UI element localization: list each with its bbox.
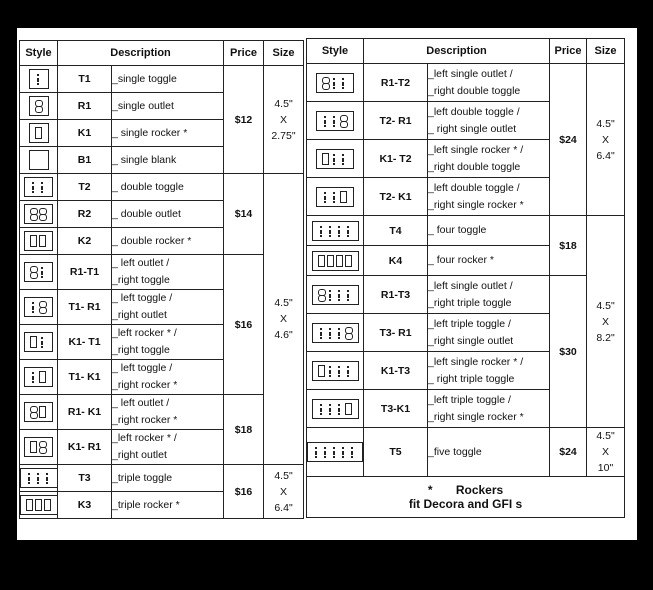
description-line: _ left toggle / <box>112 362 173 374</box>
description-cell <box>428 140 550 178</box>
table-row <box>20 255 304 290</box>
description-line: _left double toggle / <box>428 181 520 194</box>
style-cell <box>20 290 58 325</box>
style-header: Style <box>20 41 58 66</box>
size-line: 4.5" <box>596 117 615 130</box>
size-line: X <box>280 113 288 126</box>
size-cell <box>264 174 304 465</box>
rocker-triple-toggle-icon <box>312 361 359 381</box>
description-line: _right outlet <box>112 449 167 461</box>
product-code: T3 <box>58 465 112 492</box>
product-code: K2 <box>58 228 112 255</box>
four-rocker-icon <box>312 251 359 271</box>
description-cell <box>112 395 224 430</box>
price-cell: $30 <box>550 276 587 428</box>
size-cell <box>587 64 625 216</box>
description-line: _right double toggle <box>428 160 521 173</box>
description-cell <box>428 216 550 246</box>
size-cell <box>587 216 625 428</box>
product-code: T1 <box>58 66 112 93</box>
rocker-toggle-icon <box>24 332 53 352</box>
outlet-rocker-icon <box>24 402 53 422</box>
product-code: K1-T3 <box>364 352 428 390</box>
product-code: R1- K1 <box>58 395 112 430</box>
style-cell <box>307 246 364 276</box>
size-line: 4.5" <box>274 97 293 110</box>
description-line: _ single blank <box>112 153 177 166</box>
toggle-rocker-icon <box>24 367 53 387</box>
table-row <box>307 216 625 246</box>
description-cell <box>428 64 550 102</box>
description-line: _left double toggle / <box>428 105 520 118</box>
table-row <box>20 465 304 492</box>
description-line: _right rocker * <box>112 379 178 391</box>
price-cell: $16 <box>224 255 264 395</box>
outlet-toggle-icon <box>24 262 53 282</box>
product-code: K4 <box>364 246 428 276</box>
style-cell <box>20 325 58 360</box>
style-cell <box>20 228 58 255</box>
style-cell <box>20 201 58 228</box>
description-cell <box>112 147 224 174</box>
style-cell <box>307 276 364 314</box>
product-code: B1 <box>58 147 112 174</box>
product-code: T2- R1 <box>364 102 428 140</box>
description-cell <box>112 93 224 120</box>
description-line: _five toggle <box>428 445 482 458</box>
description-line: _left rocker * / <box>112 327 177 339</box>
price-cell: $18 <box>550 216 587 276</box>
product-code: R1 <box>58 93 112 120</box>
description-cell <box>112 66 224 93</box>
description-cell <box>112 290 224 325</box>
description-cell <box>428 314 550 352</box>
product-code: R2 <box>58 201 112 228</box>
description-line: _ right single outlet <box>428 122 517 135</box>
table-row <box>307 428 625 477</box>
outlet-triple-toggle-icon <box>312 285 359 305</box>
description-line: _ double outlet <box>112 207 181 220</box>
style-cell <box>20 430 58 465</box>
double-rocker-icon <box>24 231 53 251</box>
single-rocker-icon <box>29 123 49 143</box>
description-cell <box>428 390 550 428</box>
description-cell <box>112 492 224 519</box>
style-cell <box>307 390 364 428</box>
single-blank-icon <box>29 150 49 170</box>
description-line: _ four toggle <box>428 224 487 236</box>
description-line: _right single rocker * <box>428 410 524 423</box>
description-line: _left triple toggle / <box>428 393 511 406</box>
description-line: _right toggle <box>112 274 170 286</box>
size-line: X <box>602 133 610 146</box>
product-code: R1-T3 <box>364 276 428 314</box>
description-cell <box>112 255 224 290</box>
style-cell <box>307 178 364 216</box>
product-code: T2- K1 <box>364 178 428 216</box>
style-cell <box>307 352 364 390</box>
style-cell <box>20 360 58 395</box>
style-cell <box>307 314 364 352</box>
size-line: X <box>602 315 610 328</box>
description-line: _triple toggle <box>112 471 173 484</box>
single-outlet-icon <box>29 96 49 116</box>
table-row <box>20 174 304 201</box>
description-cell <box>112 201 224 228</box>
description-line: _right rocker * <box>112 414 178 426</box>
size-line: X <box>280 313 288 325</box>
description-cell <box>428 102 550 140</box>
price-cell: $16 <box>224 465 264 519</box>
description-line: _left triple toggle / <box>428 317 511 330</box>
style-cell <box>20 255 58 290</box>
price-cell: $24 <box>550 428 587 477</box>
price-cell: $14 <box>224 174 264 255</box>
table-row <box>20 66 304 93</box>
toggle-outlet-icon <box>24 297 53 317</box>
description-line: _right toggle <box>112 344 170 356</box>
description-cell <box>112 360 224 395</box>
style-cell <box>307 140 364 178</box>
size-line: 6.4" <box>274 501 293 514</box>
description-line: _right double toggle <box>428 84 521 97</box>
table-row <box>20 395 304 430</box>
table-row <box>307 276 625 314</box>
single-toggle-icon <box>29 69 49 89</box>
description-cell <box>428 352 550 390</box>
product-code: T2 <box>58 174 112 201</box>
product-code: T4 <box>364 216 428 246</box>
triple-toggle-rocker-icon <box>312 399 359 419</box>
size-line: 4.5" <box>274 469 293 482</box>
description-line: _ four rocker * <box>428 254 494 266</box>
size-line: 2.75" <box>271 129 296 142</box>
size-cell <box>264 465 304 519</box>
description-line: _left single rocker * / <box>428 143 524 156</box>
footnote-star: * <box>427 483 433 497</box>
style-cell <box>307 428 364 477</box>
double-toggle-rocker-icon <box>316 187 354 207</box>
rocker-double-toggle-icon <box>316 149 354 169</box>
style-cell <box>20 66 58 93</box>
style-cell <box>307 64 364 102</box>
size-line: X <box>602 446 610 458</box>
description-cell <box>112 430 224 465</box>
description-line: _right triple toggle <box>428 296 512 309</box>
rocker-outlet-icon <box>24 437 53 457</box>
description-line: _right single outlet <box>428 334 514 347</box>
rockers-footnote <box>307 477 625 518</box>
size-cell <box>587 428 625 477</box>
five-toggle-icon <box>307 442 363 462</box>
description-line: _ double toggle <box>112 180 184 193</box>
description-line: _left single rocker * / <box>428 355 524 368</box>
description-line: _ left toggle / <box>112 292 173 304</box>
size-line: 6.4" <box>596 149 615 162</box>
style-cell <box>20 93 58 120</box>
table-row <box>307 64 625 102</box>
description-cell <box>112 465 224 492</box>
size-line: 10" <box>597 462 614 474</box>
four-toggle-icon <box>312 221 359 241</box>
size-header: Size <box>264 41 304 66</box>
style-cell <box>307 216 364 246</box>
description-line: _single toggle <box>112 72 177 85</box>
description-line: _left single outlet / <box>428 67 513 80</box>
description-line: _left rocker * / <box>112 432 177 444</box>
description-line: _ left outlet / <box>112 397 170 409</box>
style-cell <box>20 492 58 519</box>
product-code: K1- T2 <box>364 140 428 178</box>
product-code: R1-T1 <box>58 255 112 290</box>
product-code: K3 <box>58 492 112 519</box>
size-line: 8.2" <box>596 331 615 344</box>
description-cell <box>112 174 224 201</box>
triple-toggle-icon <box>20 468 58 488</box>
left-price-table <box>19 40 304 519</box>
price-cell: $12 <box>224 66 264 174</box>
triple-toggle-outlet-icon <box>312 323 359 343</box>
product-code: K1 <box>58 120 112 147</box>
size-line: 4.5" <box>274 297 293 309</box>
style-cell <box>20 174 58 201</box>
product-code: K1- R1 <box>58 430 112 465</box>
description-line: _triple rocker * <box>112 498 180 511</box>
description-cell <box>428 276 550 314</box>
style-header: Style <box>307 39 364 64</box>
description-header: Description <box>364 39 550 64</box>
style-cell <box>20 120 58 147</box>
description-header: Description <box>58 41 224 66</box>
price-header: Price <box>550 39 587 64</box>
price-cell: $18 <box>224 395 264 465</box>
description-cell <box>428 178 550 216</box>
product-code: R1-T2 <box>364 64 428 102</box>
price-header: Price <box>224 41 264 66</box>
right-price-table <box>306 38 625 518</box>
outlet-double-toggle-icon <box>316 73 354 93</box>
size-line: X <box>280 485 288 498</box>
style-cell <box>20 395 58 430</box>
description-line: _ left outlet / <box>112 257 170 269</box>
double-outlet-icon <box>24 204 53 224</box>
description-line: _ double rocker * <box>112 234 192 247</box>
style-cell <box>307 102 364 140</box>
description-line: _right single rocker * <box>428 198 524 211</box>
product-code: T3- R1 <box>364 314 428 352</box>
triple-rocker-icon <box>20 495 58 515</box>
size-line: 4.5" <box>596 299 615 312</box>
footnote-line2: fit Decora and GFI s <box>408 497 523 511</box>
price-cell: $24 <box>550 64 587 216</box>
description-cell <box>428 428 550 477</box>
style-cell <box>20 147 58 174</box>
double-toggle-icon <box>24 177 53 197</box>
product-code: T5 <box>364 428 428 477</box>
size-line: 4.6" <box>274 329 293 341</box>
description-cell <box>428 246 550 276</box>
description-line: _ single rocker * <box>112 126 188 139</box>
size-line: 4.5" <box>596 430 615 442</box>
description-cell <box>112 120 224 147</box>
size-header: Size <box>587 39 625 64</box>
product-code: T1- K1 <box>58 360 112 395</box>
style-cell <box>20 465 58 492</box>
footnote-line1: Rockers <box>455 483 504 497</box>
product-code: K1- T1 <box>58 325 112 360</box>
description-cell <box>112 228 224 255</box>
description-line: _single outlet <box>112 99 174 112</box>
description-line: _right outlet <box>112 309 167 321</box>
description-line: _ right triple toggle <box>428 372 515 385</box>
description-cell <box>112 325 224 360</box>
double-toggle-outlet-icon <box>316 111 354 131</box>
description-line: _left single outlet / <box>428 279 513 292</box>
size-cell <box>264 66 304 174</box>
product-code: T1- R1 <box>58 290 112 325</box>
product-code: T3-K1 <box>364 390 428 428</box>
